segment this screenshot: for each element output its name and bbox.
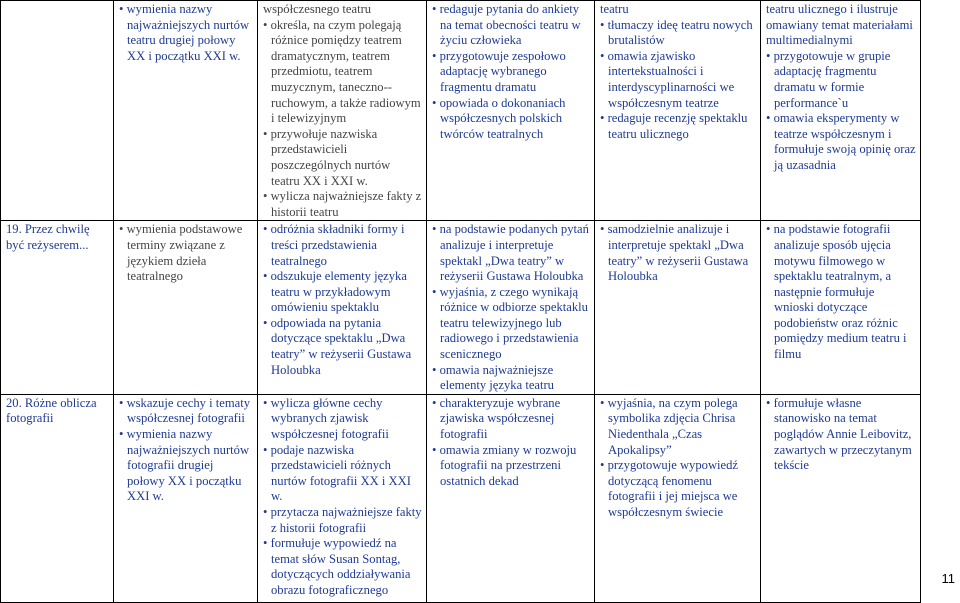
table-row: [1, 394, 960, 602]
list-item: • wylicza główne cechy wybranych zjawisk współczesnej fotografii: [263, 396, 422, 443]
col4-cell: [427, 221, 595, 395]
list-item: • wskazuje cechy i tematy współczesnej fotografii: [119, 396, 253, 427]
topic-cell: [1, 221, 114, 395]
col6-cell: [761, 394, 921, 602]
list-item: • przygotowuje wypowiedź dotyczącą fenomenu fotografii i jej miejsca we współczesnym świecie: [600, 458, 756, 520]
col4-cell: [427, 1, 595, 221]
col3-cell: [258, 221, 427, 395]
list-item: • samodzielnie analizuje i interpretuje spektakl „Dwa teatry” w reżyserii Gustawa Holoubka: [600, 222, 756, 284]
list-item: • omawia zjawisko intertekstualności i interdyscyplinarności we współczesnym teatrze: [600, 49, 756, 111]
list-item: • przygotowuje w grupie adaptację fragmentu dramatu w formie performance`u: [766, 49, 916, 111]
col6-cell: [761, 1, 921, 221]
list-item: • wyjaśnia, na czym polega symbolika zdjęcia Chrisa Niedenthala „Czas Apokalipsy”: [600, 396, 756, 458]
table-row: [1, 1, 960, 221]
list-item: • odróżnia składniki formy i treści przedstawienia teatralnego: [263, 222, 422, 269]
col6-cell: [761, 221, 921, 395]
list-item: • przytacza najważniejsze fakty z historii fotografii: [263, 505, 422, 536]
list-item: • przygotowuje zespołowo adaptację wybranego fragmentu dramatu: [432, 49, 590, 96]
list-item: • omawia eksperymenty w teatrze współczesnym i formułuje swoją opinię oraz ją uzasadnia: [766, 111, 916, 173]
col5-cell: [595, 221, 761, 395]
list-item: • na podstawie fotografii analizuje sposób ujęcia motywu filmowego w spektaklu teatralnym, a następnie formułuje wnioski dotyczące podobieństw oraz różnic pomiędzy medium teatru i filmu: [766, 222, 916, 362]
col3-cell: [258, 1, 427, 221]
list-item: • odpowiada na pytania dotyczące spektaklu „Dwa teatry” w reżyserii Gustawa Holoubka: [263, 316, 422, 378]
topic-cell: [1, 1, 114, 221]
list-item: • formułuje własne stanowisko na temat poglądów Annie Leibovitz, zawartych w przeczytanym tekście: [766, 396, 916, 474]
col5-cell: [595, 394, 761, 602]
list-item: • formułuje wypowiedź na temat słów Susan Sontag, dotyczących oddziaływania obrazu fotograficznego: [263, 536, 422, 598]
list-item: teatru ulicznego i ilustruje omawiany temat materiałami multimedialnymi: [766, 2, 916, 49]
list-item: współczesnego teatru: [263, 2, 422, 18]
col2-cell: [114, 221, 258, 395]
list-item: • tłumaczy ideę teatru nowych brutalistów: [600, 18, 756, 49]
col2-cell: [114, 1, 258, 221]
list-item: • omawia najważniejsze elementy języka teatru: [432, 363, 590, 394]
list-item: • odszukuje elementy języka teatru w przykładowym omówieniu spektaklu: [263, 269, 422, 316]
list-item: • redaguje pytania do ankiety na temat obecności teatru w życiu człowieka: [432, 2, 590, 49]
col3-cell: [258, 394, 427, 602]
list-item: • wylicza najważniejsze fakty z historii teatru: [263, 189, 422, 220]
list-item: • wymienia nazwy najważniejszych nurtów teatru drugiej połowy XX i początku XXI w.: [119, 2, 253, 64]
list-item: • wymienia podstawowe terminy związane z językiem dzieła teatralnego: [119, 222, 253, 284]
list-item: • określa, na czym polegają różnice pomiędzy teatrem dramatycznym, teatrem przedmiotu, teatrem muzycznym, taneczno--ruchowym, a także radiowym i telewizyjnym: [263, 18, 422, 127]
list-item: • omawia zmiany w rozwoju fotografii na przestrzeni ostatnich dekad: [432, 443, 590, 490]
margin-cell: [921, 1, 960, 603]
list-item: • podaje nazwiska przedstawicieli różnych nurtów fotografii XX i XXI w.: [263, 443, 422, 505]
col4-cell: [427, 394, 595, 602]
page-number: 11: [942, 571, 956, 587]
list-item: teatru: [600, 2, 756, 18]
list-item: • opowiada o dokonaniach współczesnych polskich twórców teatralnych: [432, 96, 590, 143]
list-item: • redaguje recenzję spektaklu teatru ulicznego: [600, 111, 756, 142]
table-row: [1, 221, 960, 395]
list-item: • wymienia nazwy najważniejszych nurtów fotografii drugiej połowy XX i początku XXI w.: [119, 427, 253, 505]
list-item: • wyjaśnia, z czego wynikają różnice w odbiorze spektaklu teatru telewizyjnego lub radiowego i przedstawienia scenicznego: [432, 285, 590, 363]
list-item: • charakteryzuje wybrane zjawiska współczesnej fotografii: [432, 396, 590, 443]
list-item: • przywołuje nazwiska przedstawicieli poszczególnych nurtów teatru XX i XXI w.: [263, 127, 422, 189]
col2-cell: [114, 394, 258, 602]
col5-cell: [595, 1, 761, 221]
topic-label: 20. Różne oblicza fotografii: [6, 396, 97, 426]
topic-label: 19. Przez chwilę być reżyserem...: [6, 222, 90, 252]
list-item: • na podstawie podanych pytań analizuje i interpretuje spektakl „Dwa teatry” w reżyserii Gustawa Holoubka: [432, 222, 590, 284]
topic-cell: [1, 394, 114, 602]
